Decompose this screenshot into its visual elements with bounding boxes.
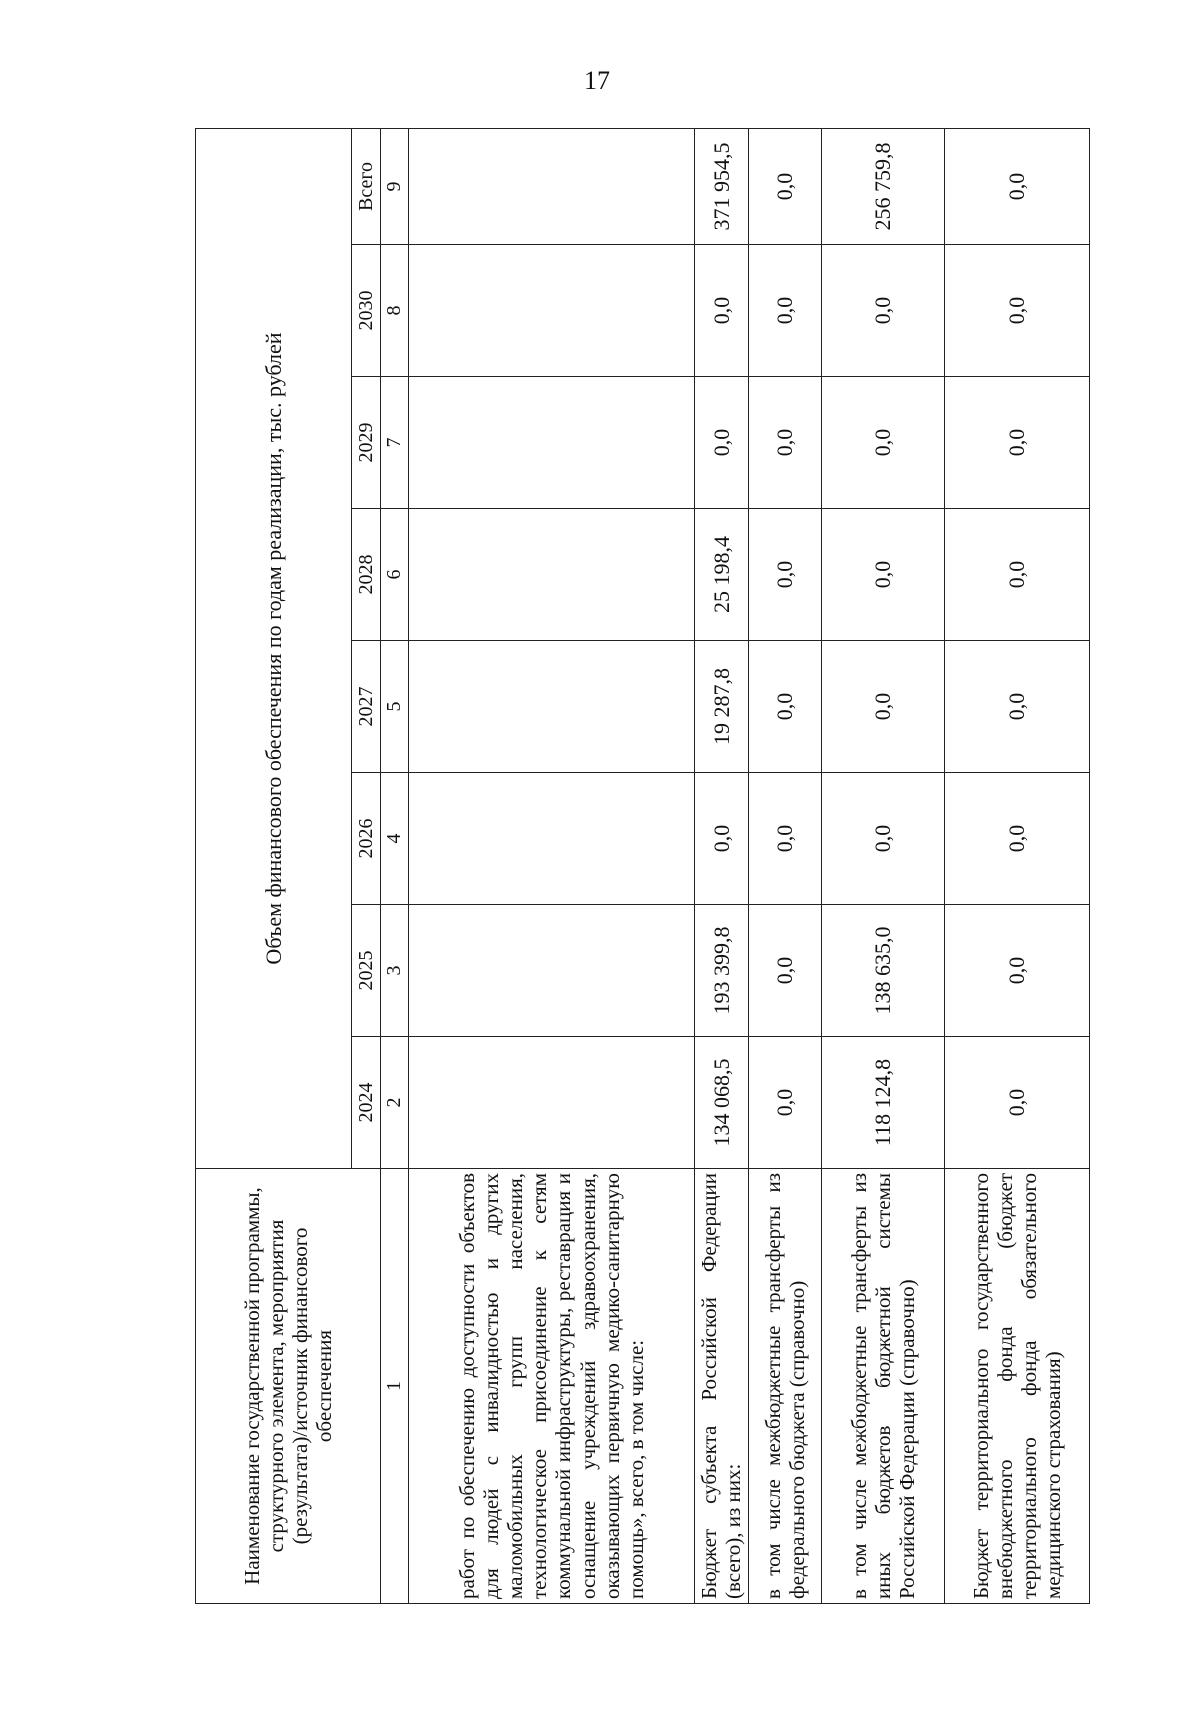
value-cell: 0,0 [944,377,1089,509]
value-cell: 0,0 [821,509,944,641]
value-cell [409,1037,694,1169]
value-cell: 193 399,8 [694,905,748,1037]
year-cell: 2028 [352,509,380,641]
value-cell: 0,0 [694,773,748,905]
value-cell: 0,0 [944,245,1089,377]
column-number-cell: 9 [380,128,408,244]
financing-table [195,128,1090,1604]
year-cell: 2025 [352,905,380,1037]
header-row [196,128,352,1603]
value-cell: 0,0 [944,509,1089,641]
value-cell: 138 635,0 [821,905,944,1037]
row-name-cell: Бюджет территориального государственного внебюджетного фонда (бюджет территориального фонда обязательного медицинского страхования) [944,1169,1089,1604]
year-cell: 2030 [352,245,380,377]
value-cell: 0,0 [821,377,944,509]
year-cell: 2024 [352,1037,380,1169]
column-number-cell: 1 [380,1169,408,1604]
column-number-cell: 5 [380,641,408,773]
value-cell: 19 287,8 [694,641,748,773]
table-row [748,128,821,1603]
row-name-cell: работ по обеспечению доступности объектов для людей с инвалидностью и других маломобильных групп населения, технологическое присоединение к сетям коммунальной инфраструктуры, реставрация и оснащение учреждений здравоохранения, оказывающих первичную медико-санитарную помощь», всего, в том числе: [409,1169,694,1604]
table-row [821,128,944,1603]
value-cell [409,773,694,905]
value-cell [409,641,694,773]
table-row [694,128,748,1603]
column-number-cell: 7 [380,377,408,509]
table-row [409,128,694,1603]
value-cell: 0,0 [821,641,944,773]
page-number: 17 [584,66,610,95]
value-cell: 0,0 [748,773,821,905]
column-number-cell: 8 [380,245,408,377]
value-cell [409,905,694,1037]
value-cell: 0,0 [748,641,821,773]
value-cell: 0,0 [694,377,748,509]
year-cell: 2027 [352,641,380,773]
value-cell: 0,0 [944,1037,1089,1169]
value-cell: 25 198,4 [694,509,748,641]
year-cell: 2029 [352,377,380,509]
value-cell [409,509,694,641]
value-cell: 0,0 [944,905,1089,1037]
value-cell: 0,0 [694,245,748,377]
row-name-cell: в том числе межбюджетные трансферты из федерального бюджета (справочно) [748,1169,821,1604]
column-number-cell: 4 [380,773,408,905]
table-row [944,128,1089,1603]
value-cell: 0,0 [748,245,821,377]
value-cell: 134 068,5 [694,1037,748,1169]
column-number-cell: 3 [380,905,408,1037]
value-cell: 0,0 [944,128,1089,244]
value-cell: 0,0 [748,509,821,641]
value-cell: 0,0 [748,128,821,244]
value-cell: 0,0 [748,1037,821,1169]
column-number-row [380,128,408,1603]
rotated-table-container [195,129,1090,1604]
value-cell: 0,0 [748,905,821,1037]
value-cell [409,377,694,509]
value-cell: 0,0 [821,245,944,377]
year-cell: Всего [352,128,380,244]
value-cell [409,128,694,244]
value-cell: 256 759,8 [821,128,944,244]
value-cell: 371 954,5 [694,128,748,244]
value-cell: 118 124,8 [821,1037,944,1169]
year-cell: 2026 [352,773,380,905]
value-cell: 0,0 [821,773,944,905]
value-cell: 0,0 [748,377,821,509]
column-number-cell: 6 [380,509,408,641]
header-name-cell: Наименование государственной программы, структурного элемента, мероприятия (результата)/источник финансового обеспечения [196,1169,381,1604]
value-cell: 0,0 [944,641,1089,773]
row-name-cell: Бюджет субъекта Российской Федерации (всего), из них: [694,1169,748,1604]
value-cell [409,245,694,377]
header-volume-cell: Объем финансового обеспечения по годам реализации, тыс. рублей [196,128,352,1168]
value-cell: 0,0 [944,773,1089,905]
column-number-cell: 2 [380,1037,408,1169]
row-name-cell: в том числе межбюджетные трансферты из иных бюджетов бюджетной системы Российской Федерации (справочно) [821,1169,944,1604]
